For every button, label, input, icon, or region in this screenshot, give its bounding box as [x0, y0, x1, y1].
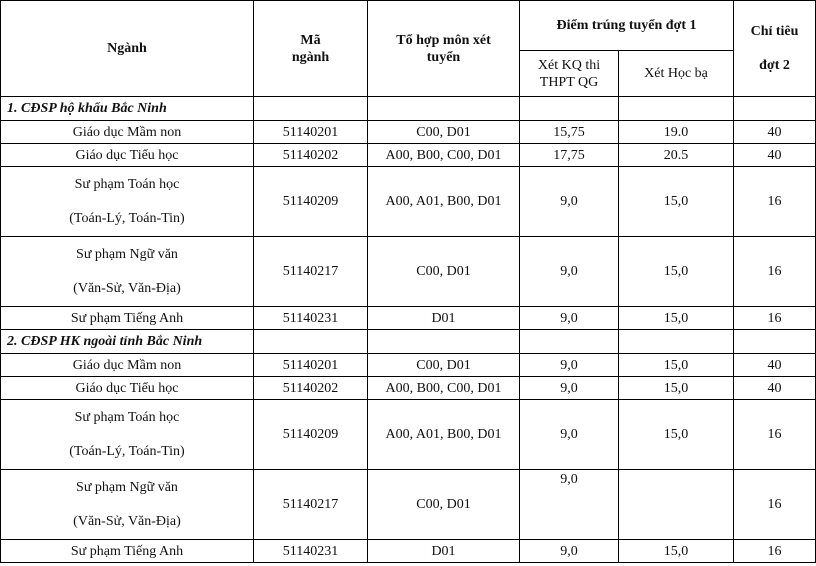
cell-nganh — [1, 144, 254, 167]
cell-ma-nganh: 51140202 — [254, 377, 368, 400]
cell-nganh — [1, 354, 254, 377]
nganh-line: (Toán-Lý, Toán-Tin) — [69, 444, 185, 459]
cell-to-hop: A00, A01, B00, D01 — [368, 400, 520, 470]
table-row — [1, 167, 816, 237]
table-body — [1, 97, 816, 563]
cell-nganh — [1, 470, 254, 540]
cell-nganh — [1, 377, 254, 400]
cell-to-hop: C00, D01 — [368, 470, 520, 540]
cell-xet-kq: 9,0 — [520, 354, 619, 377]
cell-to-hop: C00, D01 — [368, 121, 520, 144]
cell-ma-nganh: 51140231 — [254, 540, 368, 563]
cell-ma-nganh: 51140217 — [254, 237, 368, 307]
nganh-line: Giáo dục Mầm non — [72, 357, 182, 373]
cell-xet-kq: 17,75 — [520, 144, 619, 167]
cell-ma-nganh: 51140209 — [254, 400, 368, 470]
section-empty-cell — [619, 97, 734, 121]
cell-xet-kq: 9,0 — [520, 307, 619, 330]
cell-chi-tieu: 40 — [734, 121, 816, 144]
header-ma-nganh — [254, 1, 368, 97]
cell-to-hop: C00, D01 — [368, 237, 520, 307]
cell-chi-tieu: 16 — [734, 540, 816, 563]
header-tohop-line1: Tổ hợp môn xét — [396, 32, 491, 48]
cell-xet-kq: 9,0 — [520, 400, 619, 470]
cell-to-hop: A00, A01, B00, D01 — [368, 167, 520, 237]
header-xet-kq — [520, 51, 619, 97]
section-title: 1. CĐSP hộ khẩu Bắc Ninh — [1, 97, 254, 121]
cell-xet-hoc-ba: 19.0 — [619, 121, 734, 144]
cell-xet-hoc-ba: 15,0 — [619, 307, 734, 330]
header-xet-kq-line2: THPT QG — [539, 74, 599, 90]
header-chi-tieu — [734, 1, 816, 97]
cell-xet-hoc-ba: 20.5 — [619, 144, 734, 167]
header-chitieu-line2: đợt 2 — [759, 58, 790, 73]
table-row — [1, 237, 816, 307]
section-empty-cell — [520, 330, 619, 354]
cell-nganh — [1, 540, 254, 563]
header-ma-line2: ngành — [291, 49, 330, 65]
nganh-line: (Văn-Sử, Văn-Địa) — [73, 281, 181, 296]
table-row — [1, 121, 816, 144]
cell-chi-tieu: 16 — [734, 237, 816, 307]
cell-xet-kq: 9,0 — [520, 470, 619, 540]
table-row — [1, 470, 816, 540]
header-row — [1, 1, 816, 51]
cell-nganh — [1, 237, 254, 307]
cell-xet-hoc-ba: 15,0 — [619, 354, 734, 377]
cell-chi-tieu: 40 — [734, 377, 816, 400]
cell-to-hop: D01 — [368, 307, 520, 330]
nganh-line: Sư phạm Toán học — [74, 410, 180, 425]
cell-xet-kq: 9,0 — [520, 540, 619, 563]
table-row — [1, 540, 816, 563]
cell-xet-hoc-ba: 15,0 — [619, 400, 734, 470]
header-nganh: Ngành — [1, 1, 254, 97]
cell-xet-kq: 9,0 — [520, 237, 619, 307]
section-empty-cell — [368, 330, 520, 354]
cell-xet-hoc-ba: 15,0 — [619, 167, 734, 237]
section-empty-cell — [520, 97, 619, 121]
cell-ma-nganh: 51140201 — [254, 121, 368, 144]
cell-ma-nganh: 51140202 — [254, 144, 368, 167]
table-row — [1, 354, 816, 377]
section-empty-cell — [619, 330, 734, 354]
cell-to-hop: A00, B00, C00, D01 — [368, 377, 520, 400]
section-empty-cell — [254, 97, 368, 121]
cell-to-hop: C00, D01 — [368, 354, 520, 377]
section-empty-cell — [734, 330, 816, 354]
header-xet-hoc-ba: Xét Học bạ — [619, 51, 734, 97]
cell-xet-hoc-ba: 15,0 — [619, 377, 734, 400]
cell-nganh — [1, 121, 254, 144]
nganh-line: Sư phạm Toán học — [74, 177, 180, 192]
nganh-line: Giáo dục Tiểu học — [75, 147, 179, 163]
table-row — [1, 400, 816, 470]
cell-xet-hoc-ba: 15,0 — [619, 540, 734, 563]
cell-ma-nganh: 51140209 — [254, 167, 368, 237]
nganh-line: Sư phạm Ngữ văn — [76, 480, 178, 495]
table-row — [1, 377, 816, 400]
header-chitieu-line1: Chỉ tiêu — [750, 24, 799, 39]
table-row — [1, 144, 816, 167]
section-header-row — [1, 97, 816, 121]
cell-chi-tieu: 16 — [734, 167, 816, 237]
nganh-line: Sư phạm Tiếng Anh — [70, 543, 184, 559]
cell-xet-kq: 9,0 — [520, 167, 619, 237]
header-xet-kq-line1: Xét KQ thi — [537, 57, 601, 73]
section-empty-cell — [368, 97, 520, 121]
nganh-line: Sư phạm Ngữ văn — [76, 247, 178, 262]
header-to-hop — [368, 1, 520, 97]
cell-chi-tieu: 16 — [734, 307, 816, 330]
cell-xet-kq: 9,0 — [520, 377, 619, 400]
header-diem: Điểm trúng tuyển đợt 1 — [520, 1, 734, 51]
section-title: 2. CĐSP HK ngoài tỉnh Bắc Ninh — [1, 330, 254, 354]
nganh-line: (Toán-Lý, Toán-Tin) — [69, 211, 185, 226]
header-ma-line1: Mã — [300, 32, 321, 48]
cell-ma-nganh: 51140231 — [254, 307, 368, 330]
section-empty-cell — [254, 330, 368, 354]
nganh-line: (Văn-Sử, Văn-Địa) — [73, 514, 181, 529]
section-empty-cell — [734, 97, 816, 121]
cell-xet-hoc-ba: 15,0 — [619, 237, 734, 307]
nganh-line: Sư phạm Tiếng Anh — [70, 310, 184, 326]
cell-nganh — [1, 307, 254, 330]
cell-to-hop: A00, B00, C00, D01 — [368, 144, 520, 167]
cell-nganh — [1, 400, 254, 470]
cell-chi-tieu: 40 — [734, 144, 816, 167]
cell-chi-tieu: 16 — [734, 400, 816, 470]
cell-chi-tieu: 40 — [734, 354, 816, 377]
nganh-line: Giáo dục Mầm non — [72, 124, 182, 140]
cell-nganh — [1, 167, 254, 237]
nganh-line: Giáo dục Tiểu học — [75, 380, 179, 396]
cell-ma-nganh: 51140217 — [254, 470, 368, 540]
cell-xet-kq: 15,75 — [520, 121, 619, 144]
header-tohop-line2: tuyển — [426, 49, 461, 65]
cell-chi-tieu: 16 — [734, 470, 816, 540]
cell-to-hop: D01 — [368, 540, 520, 563]
cell-ma-nganh: 51140201 — [254, 354, 368, 377]
cell-xet-hoc-ba — [619, 470, 734, 540]
table-row — [1, 307, 816, 330]
section-header-row — [1, 330, 816, 354]
